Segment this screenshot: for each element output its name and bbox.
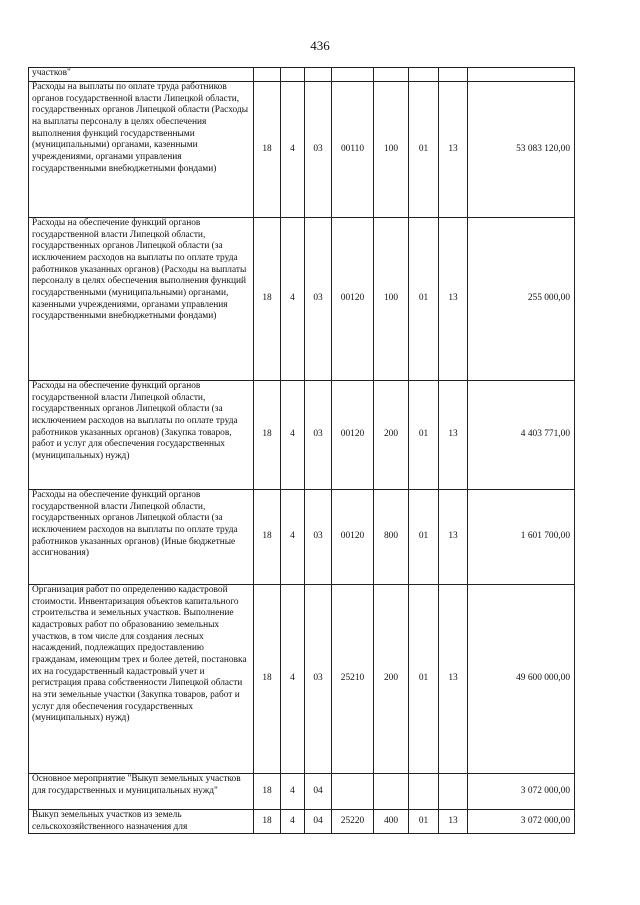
subsection-cell: 13 [439,585,468,774]
program-code-cell: 4 [281,218,305,381]
ministry-code-cell: 18 [254,490,281,585]
section-cell: 01 [409,218,439,381]
subsection-cell [439,774,468,810]
section-cell: 01 [409,810,439,834]
section-cell: 01 [409,585,439,774]
subprogram-code-cell: 04 [305,810,332,834]
subsection-cell: 13 [439,810,468,834]
table-row [29,774,575,810]
direction-code-cell: 25220 [332,810,374,834]
direction-code-cell: 00120 [332,218,374,381]
expense-type-cell: 100 [374,82,409,218]
direction-code-cell [332,68,374,82]
program-code-cell: 4 [281,585,305,774]
ministry-code-cell: 18 [254,218,281,381]
expense-name-cell: Расходы на обеспечение функций органов государственной власти Липецкой области, государственных органов Липецкой области (за исключением расходов на выплаты по оплате труда работников указанных органов) (Иные бюджетные ассигнования) [29,490,254,585]
table-row [29,218,575,381]
table-row [29,810,575,834]
subsection-cell: 13 [439,82,468,218]
ministry-code-cell: 18 [254,810,281,834]
expense-name-cell: Выкуп земельных участков из земель сельскохозяйственного назначения для [29,810,254,834]
expense-type-cell [374,774,409,810]
amount-cell: 1 601 700,00 [468,490,575,585]
table-row [29,585,575,774]
section-cell: 01 [409,82,439,218]
direction-code-cell: 25210 [332,585,374,774]
subprogram-code-cell [305,68,332,82]
expense-name-cell: Расходы на обеспечение функций органов государственной власти Липецкой области, государственных органов Липецкой области (за исключением расходов на выплаты по оплате труда работников указанных органов) (Закупка товаров, работ и услуг для обеспечения государственных (муниципальных) нужд) [29,381,254,490]
program-code-cell: 4 [281,810,305,834]
expense-type-cell: 100 [374,218,409,381]
expense-name-cell: Расходы на выплаты по оплате труда работников органов государственной власти Липецкой области, государственных органов Липецкой области (Расходы на выплаты персоналу в целях обеспечения выполнения функций государственными (муниципальными) органами, казенными учреждениями, органами управления государственными внебюджетными фондами) [29,82,254,218]
subprogram-code-cell: 03 [305,218,332,381]
direction-code-cell: 00110 [332,82,374,218]
program-code-cell: 4 [281,490,305,585]
section-cell: 01 [409,490,439,585]
section-cell [409,774,439,810]
subsection-cell [439,68,468,82]
program-code-cell [281,68,305,82]
amount-cell: 49 600 000,00 [468,585,575,774]
program-code-cell: 4 [281,774,305,810]
amount-cell: 53 083 120,00 [468,82,575,218]
section-cell: 01 [409,381,439,490]
budget-table [28,67,575,834]
section-cell [409,68,439,82]
subprogram-code-cell: 03 [305,381,332,490]
expense-type-cell [374,68,409,82]
program-code-cell: 4 [281,82,305,218]
subprogram-code-cell: 04 [305,774,332,810]
direction-code-cell: 00120 [332,490,374,585]
expense-type-cell: 400 [374,810,409,834]
expense-name-cell: участков" [29,68,254,82]
expense-name-cell: Основное мероприятие "Выкуп земельных участков для государственных и муниципальных нужд" [29,774,254,810]
ministry-code-cell: 18 [254,381,281,490]
page-number: 436 [310,38,330,53]
direction-code-cell: 00120 [332,381,374,490]
amount-cell: 3 072 000,00 [468,810,575,834]
amount-cell [468,68,575,82]
subprogram-code-cell: 03 [305,585,332,774]
program-code-cell: 4 [281,381,305,490]
subsection-cell: 13 [439,381,468,490]
expense-name-cell: Расходы на обеспечение функций органов государственной власти Липецкой области, государственных органов Липецкой области (за исключением расходов на выплаты по оплате труда работников указанных органов) (Расходы на выплаты персоналу в целях обеспечения выполнения функций государственными (муниципальными) органами, казенными учреждениями, органами управления государственными внебюджетными фондами) [29,218,254,381]
subprogram-code-cell: 03 [305,490,332,585]
ministry-code-cell [254,68,281,82]
expense-name-cell: Организация работ по определению кадастровой стоимости. Инвентаризация объектов капитального строительства и земельных участков. Выполнение кадастровых работ по образованию земельных участков, в том числе для создания лесных насаждений, подлежащих предоставлению гражданам, имеющим трех и более детей, постановка их на государственный кадастровый учет и регистрация права собственности Липецкой области на эти земельные участки (Закупка товаров, работ и услуг для обеспечения государственных (муниципальных) нужд) [29,585,254,774]
ministry-code-cell: 18 [254,585,281,774]
table-row [29,381,575,490]
expense-type-cell: 200 [374,381,409,490]
subsection-cell: 13 [439,218,468,381]
table-row [29,82,575,218]
subsection-cell: 13 [439,490,468,585]
amount-cell: 3 072 000,00 [468,774,575,810]
ministry-code-cell: 18 [254,82,281,218]
table-row [29,490,575,585]
amount-cell: 4 403 771,00 [468,381,575,490]
ministry-code-cell: 18 [254,774,281,810]
direction-code-cell [332,774,374,810]
expense-type-cell: 200 [374,585,409,774]
amount-cell: 255 000,00 [468,218,575,381]
expense-type-cell: 800 [374,490,409,585]
subprogram-code-cell: 03 [305,82,332,218]
table-row [29,68,575,82]
